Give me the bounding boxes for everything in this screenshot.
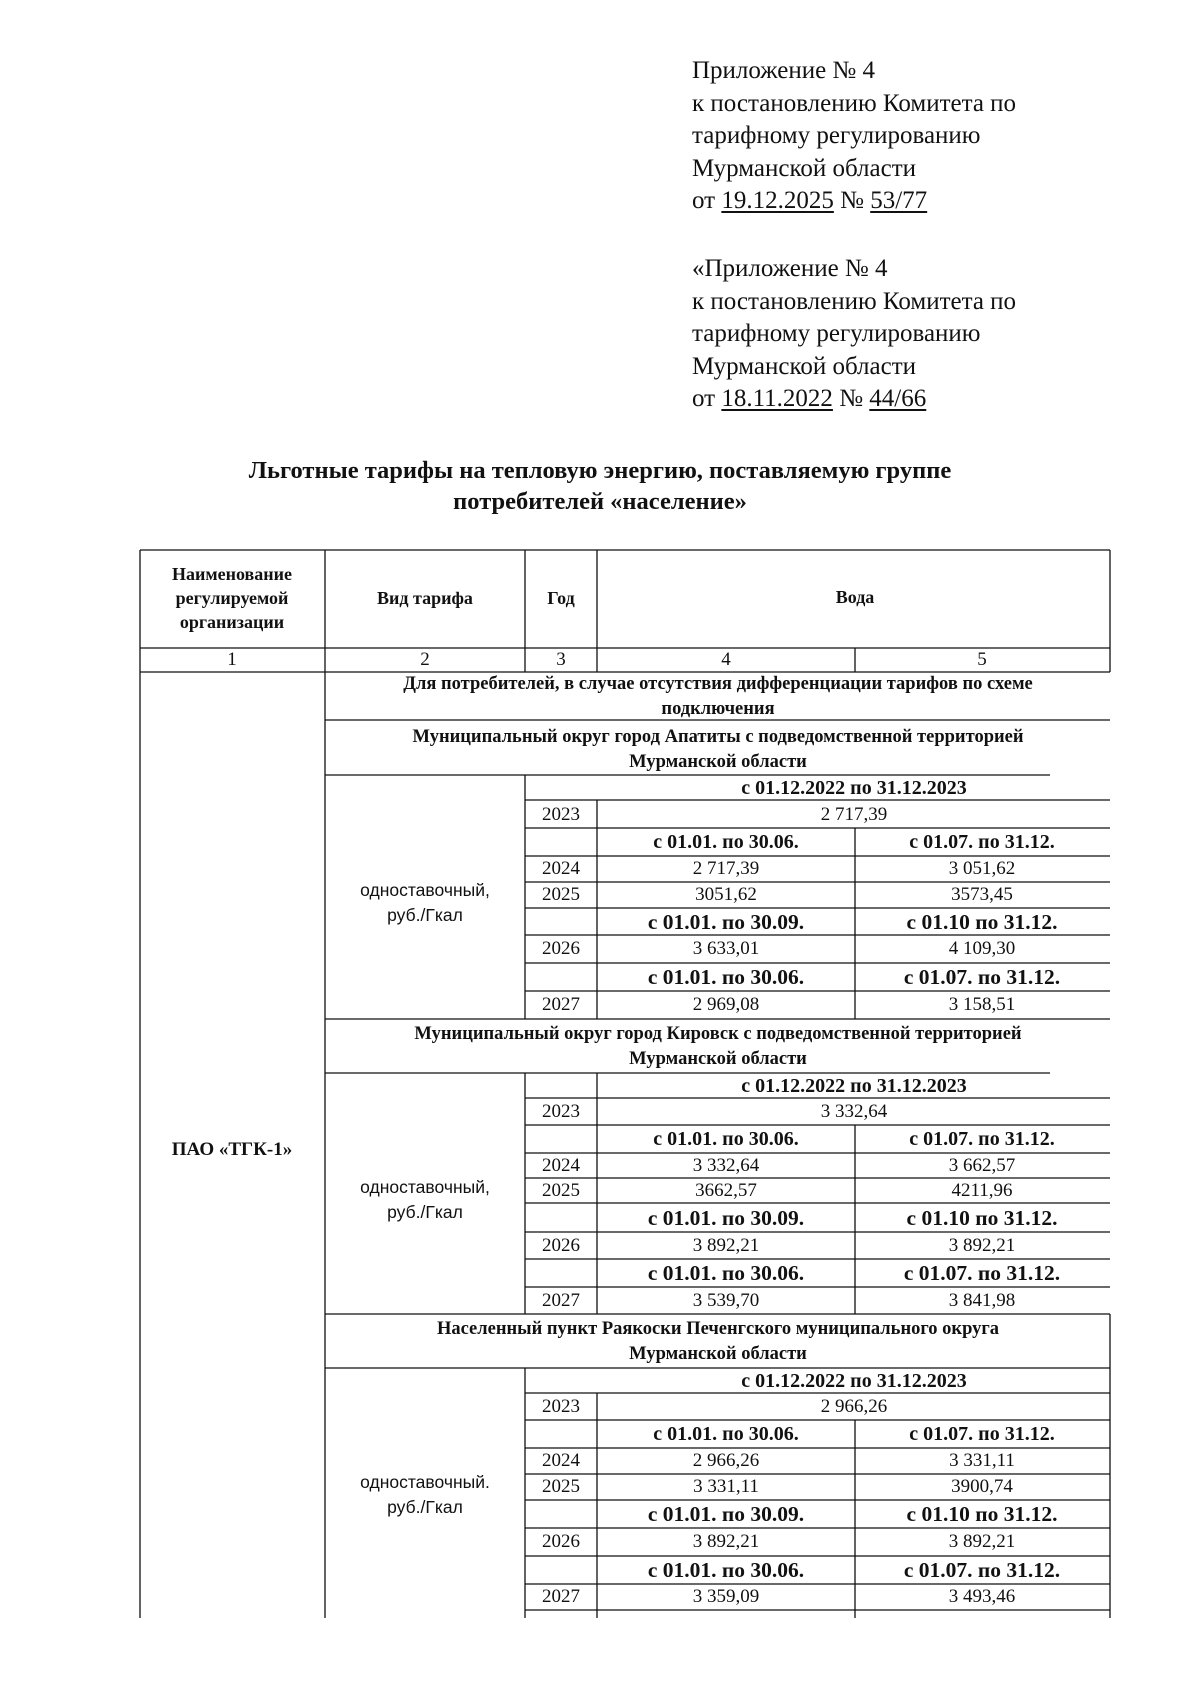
year-cell: 2025	[542, 1180, 580, 1201]
year-cell: 2026	[542, 938, 580, 959]
period-2023: с 01.12.2022 по 31.12.2023	[741, 1075, 967, 1097]
tariff-type-line: руб./Гкал	[387, 905, 463, 925]
period-label: с 01.07. по 31.12.	[909, 1423, 1055, 1445]
tariff-value: 3 633,01	[692, 938, 760, 959]
tariff-value: 3 051,62	[948, 858, 1016, 879]
section-heading-rayakoski	[437, 1317, 999, 1367]
year-cell: 2023	[542, 804, 580, 825]
section-heading-apatity	[412, 725, 1023, 775]
header-line: регулируемой	[175, 588, 289, 608]
tariff-value: 2 717,39	[820, 804, 888, 825]
year-cell: 2024	[542, 1450, 580, 1471]
column-number-2: 2	[420, 649, 430, 670]
period-label: с 01.01. по 30.09.	[647, 1502, 805, 1526]
tariff-type	[360, 878, 490, 928]
title-line: потребителей «население»	[453, 488, 747, 515]
year-cell: 2023	[542, 1101, 580, 1122]
period-label: с 01.07. по 31.12.	[903, 1261, 1061, 1285]
appendix-previous	[692, 253, 1016, 416]
tariff-value: 3051,62	[695, 884, 757, 905]
year-cell: 2024	[542, 1155, 580, 1176]
tariff-value: 2 969,08	[692, 994, 760, 1015]
decree-number: 44/66	[869, 385, 927, 412]
appendix-date-line	[692, 383, 1016, 416]
appendix-line: тарифному регулированию	[692, 320, 981, 347]
tariff-value: 4 109,30	[948, 938, 1016, 959]
tariff-type	[360, 1175, 490, 1225]
heading-line: Мурманской области	[629, 752, 807, 772]
tariff-value: 3 892,21	[948, 1235, 1016, 1256]
header-line: организации	[179, 612, 285, 632]
period-label: с 01.01. по 30.06.	[647, 1261, 805, 1285]
tariff-value: 3 892,21	[692, 1531, 760, 1552]
tariff-value: 3 892,21	[692, 1235, 760, 1256]
period-label: с 01.01. по 30.06.	[653, 831, 799, 853]
header-tariff-type: Вид тарифа	[377, 588, 473, 608]
column-number-1: 1	[227, 649, 237, 670]
year-cell: 2025	[542, 884, 580, 905]
appendix-line: тарифному регулированию	[692, 122, 981, 149]
decree-date: 19.12.2025	[721, 187, 834, 214]
tariff-value: 3 493,46	[948, 1586, 1016, 1607]
tariff-value: 4211,96	[951, 1180, 1013, 1201]
period-label: с 01.10 по 31.12.	[906, 1502, 1058, 1526]
heading-line: Муниципальный округ город Кировск с подведомственной территорией	[414, 1024, 1022, 1044]
organization-name: ПАО «ТГК-1»	[171, 1139, 293, 1160]
appendix-line: к постановлению Комитета по	[692, 89, 1017, 117]
heading-line: Мурманской области	[629, 1344, 807, 1364]
period-label: с 01.01. по 30.06.	[653, 1128, 799, 1150]
column-number-4: 4	[721, 649, 731, 670]
decree-date: 18.11.2022	[721, 385, 833, 412]
tariff-value: 3 331,11	[693, 1476, 759, 1497]
date-prefix: от	[692, 187, 716, 214]
period-label: с 01.01. по 30.06.	[653, 1423, 799, 1445]
period-label: с 01.07. по 31.12.	[909, 1128, 1055, 1150]
tariff-type-line: одноставочный.	[360, 1472, 490, 1492]
header-line: Наименование	[172, 564, 292, 584]
date-prefix: от	[692, 385, 716, 412]
year-cell: 2027	[542, 1586, 580, 1607]
tariff-value: 3 539,70	[692, 1290, 760, 1311]
period-2023: с 01.12.2022 по 31.12.2023	[741, 777, 967, 799]
year-cell: 2024	[542, 858, 580, 879]
tariff-value: 3 331,11	[949, 1450, 1015, 1471]
tariff-value: 3 158,51	[948, 994, 1016, 1015]
appendix-date-line	[692, 185, 1016, 218]
section-heading-kirovsk	[414, 1022, 1021, 1072]
document-title	[150, 455, 1050, 517]
tariff-value: 2 966,26	[692, 1450, 760, 1471]
year-cell: 2025	[542, 1476, 580, 1497]
column-number-3: 3	[556, 649, 566, 670]
period-label: с 01.10 по 31.12.	[906, 910, 1058, 934]
tariff-value: 3900,74	[951, 1476, 1013, 1497]
period-label: с 01.01. по 30.06.	[647, 965, 805, 989]
period-label: с 01.01. по 30.09.	[647, 910, 805, 934]
year-cell: 2026	[542, 1531, 580, 1552]
appendix-line: к постановлению Комитета по	[692, 287, 1017, 315]
tariff-value: 2 717,39	[692, 858, 760, 879]
header-year: Год	[547, 588, 575, 608]
tariff-value: 3 841,98	[948, 1290, 1016, 1311]
decree-number: 53/77	[870, 187, 928, 214]
year-cell: 2026	[542, 1235, 580, 1256]
heading-line: Населенный пункт Раякоски Печенгского муниципального округа	[436, 1319, 1000, 1339]
heading-line: подключения	[661, 699, 775, 719]
tariff-value: 2 966,26	[820, 1396, 888, 1417]
number-prefix: №	[839, 385, 864, 412]
period-label: с 01.07. по 31.12.	[903, 1558, 1061, 1582]
tariff-value: 3 332,64	[820, 1101, 888, 1122]
tariff-type-line: одноставочный,	[360, 1177, 490, 1197]
year-cell: 2027	[542, 1290, 580, 1311]
tariff-value: 3573,45	[951, 884, 1013, 905]
tariff-value: 3 359,09	[692, 1586, 760, 1607]
period-label: с 01.01. по 30.09.	[647, 1206, 805, 1230]
general-heading	[403, 672, 1033, 722]
tariff-type-line: руб./Гкал	[387, 1497, 463, 1517]
tariff-value: 3 662,57	[948, 1155, 1016, 1176]
heading-line: Муниципальный округ город Апатиты с подведомственной территорией	[412, 727, 1024, 747]
title-line: Льготные тарифы на тепловую энергию, поставляемую группе	[248, 457, 952, 484]
appendix-line: Мурманской области	[692, 352, 917, 380]
appendix-line: «Приложение № 4	[692, 255, 888, 282]
tariff-type	[360, 1470, 490, 1520]
number-prefix: №	[840, 187, 864, 214]
period-label: с 01.07. по 31.12.	[903, 965, 1061, 989]
period-label: с 01.01. по 30.06.	[647, 1558, 805, 1582]
appendix-line: Приложение № 4	[692, 57, 876, 84]
tariff-type-line: руб./Гкал	[387, 1202, 463, 1222]
period-label: с 01.07. по 31.12.	[909, 831, 1055, 853]
year-cell: 2027	[542, 994, 580, 1015]
tariff-value: 3 332,64	[692, 1155, 760, 1176]
header-water: Вода	[835, 587, 875, 607]
column-number-5: 5	[977, 649, 987, 670]
header-organization	[172, 562, 292, 634]
period-label: с 01.10 по 31.12.	[906, 1206, 1058, 1230]
tariff-value: 3662,57	[695, 1180, 757, 1201]
appendix-current	[692, 55, 1016, 218]
year-cell: 2023	[542, 1396, 580, 1417]
tariff-value: 3 892,21	[948, 1531, 1016, 1552]
tariff-type-line: одноставочный,	[360, 880, 490, 900]
appendix-line: Мурманской области	[692, 154, 917, 182]
period-2023: с 01.12.2022 по 31.12.2023	[741, 1370, 967, 1392]
heading-line: Для потребителей, в случае отсутствия дифференциации тарифов по схеме	[403, 674, 1033, 694]
heading-line: Мурманской области	[629, 1049, 807, 1069]
